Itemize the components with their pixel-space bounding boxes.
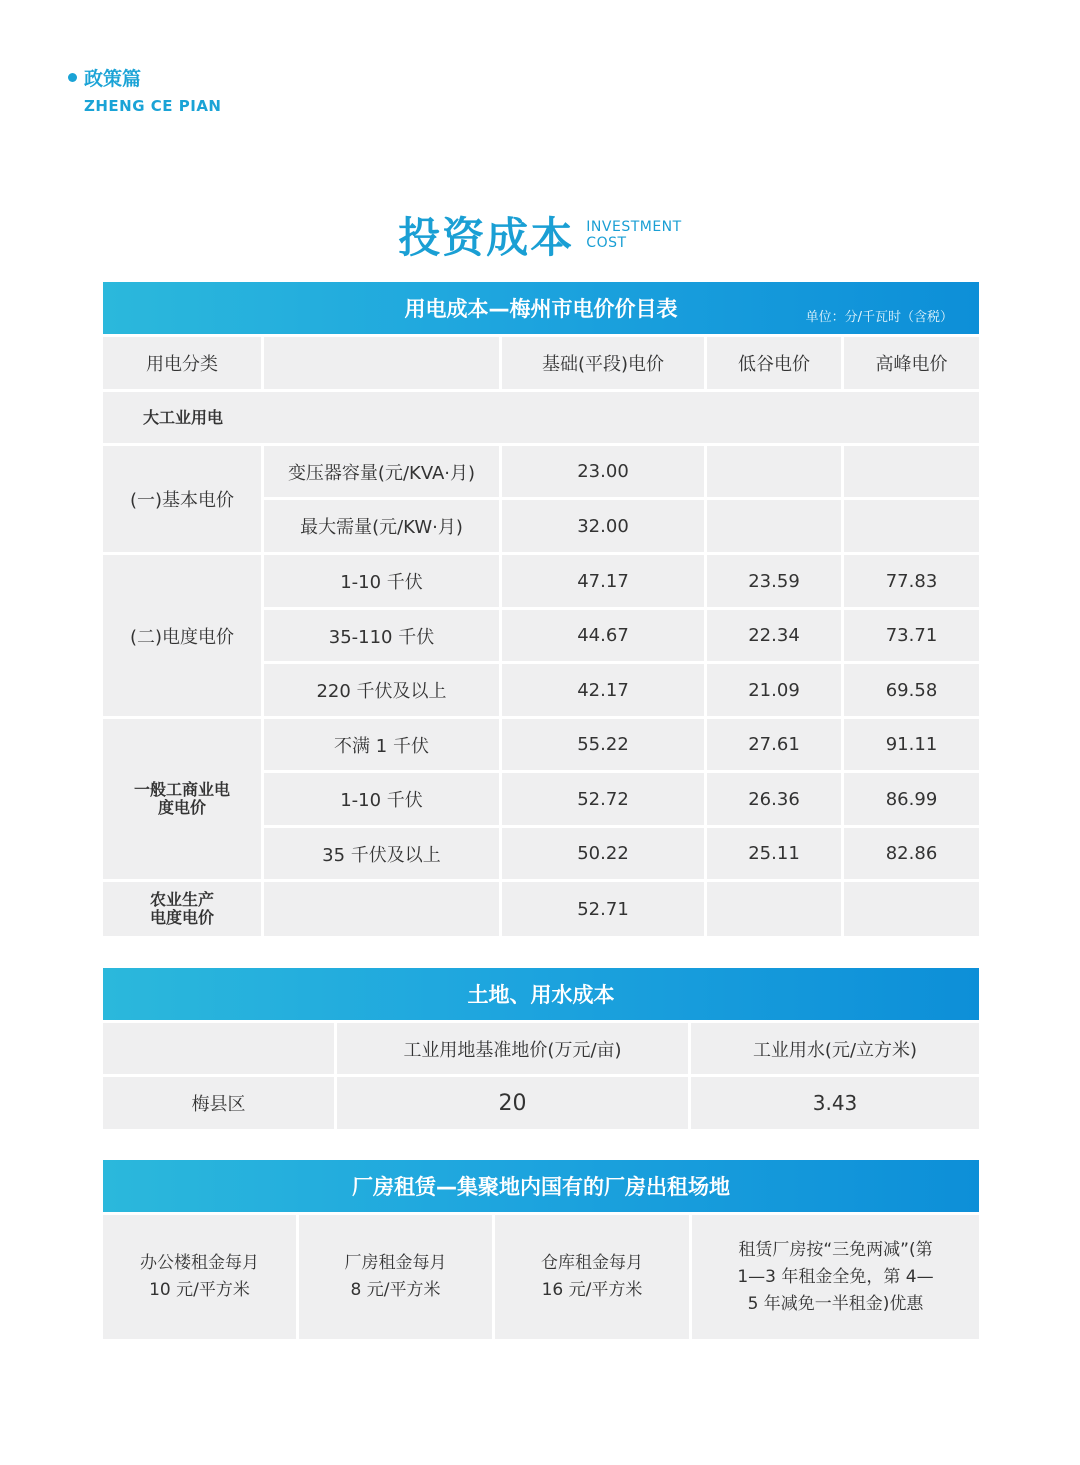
rent-table-title: 厂房租赁—集聚地内国有的厂房出租场地	[352, 1175, 730, 1199]
table-cell: 1-10 千伏	[264, 773, 499, 825]
rent-office: 办公楼租金每月 10 元/平方米	[103, 1215, 296, 1339]
table-cell: 73.71	[844, 610, 979, 661]
table-cell	[264, 882, 499, 936]
agriculture-label: 农业生产 电度电价	[103, 882, 261, 936]
electricity-table	[103, 282, 979, 936]
table-cell: 1-10 千伏	[264, 555, 499, 607]
table-cell: 32.00	[502, 500, 704, 552]
table-cell	[707, 446, 841, 497]
table-cell: 47.17	[502, 555, 704, 607]
header-valley-price: 低谷电价	[707, 337, 841, 389]
table-cell: 44.67	[502, 610, 704, 661]
section-name-cn: 政策篇	[84, 68, 142, 90]
land-price-value: 20	[337, 1077, 688, 1129]
table-cell: 22.34	[707, 610, 841, 661]
basic-price-label: (一)基本电价	[103, 446, 261, 552]
table-cell: 52.72	[502, 773, 704, 825]
table-cell	[844, 446, 979, 497]
table-cell	[707, 500, 841, 552]
header-category: 用电分类	[103, 337, 261, 389]
header-blank	[103, 1023, 334, 1074]
table-cell: 77.83	[844, 555, 979, 607]
header-land-price: 工业用地基准地价(万元/亩)	[337, 1023, 688, 1074]
header-base-price: 基础(平段)电价	[502, 337, 704, 389]
land-water-table-header	[103, 968, 979, 1020]
table-cell: 最大需量(元/KW·月)	[264, 500, 499, 552]
table-cell: 变压器容量(元/KVA·月)	[264, 446, 499, 497]
degree-price-label: (二)电度电价	[103, 555, 261, 716]
header-water-price: 工业用水(元/立方米)	[691, 1023, 979, 1074]
table-cell: 不满 1 千伏	[264, 719, 499, 770]
table-cell: 82.86	[844, 828, 979, 879]
unit-note: 单位：分/千瓦时（含税）	[805, 310, 953, 325]
land-water-table	[103, 968, 979, 1129]
table-cell: 27.61	[707, 719, 841, 770]
table-cell: 42.17	[502, 664, 704, 716]
table-cell: 220 千伏及以上	[264, 664, 499, 716]
table-cell: 23.59	[707, 555, 841, 607]
page-title	[0, 205, 1080, 265]
rent-factory: 厂房租金每月 8 元/平方米	[299, 1215, 492, 1339]
table-cell: 35 千伏及以上	[264, 828, 499, 879]
table-cell: 69.58	[844, 664, 979, 716]
table-cell: 86.99	[844, 773, 979, 825]
general-commercial-label: 一般工商业电 度电价	[103, 719, 261, 879]
table-cell: 26.36	[707, 773, 841, 825]
table-cell	[844, 500, 979, 552]
large-industry-label: 大工业用电	[103, 392, 979, 443]
table-cell: 25.11	[707, 828, 841, 879]
district-cell: 梅县区	[103, 1077, 334, 1129]
table-cell: 52.71	[502, 882, 704, 936]
header-blank	[264, 337, 499, 389]
bullet-dot-icon	[68, 73, 77, 82]
electricity-table-title: 用电成本—梅州市电价价目表	[404, 297, 678, 321]
page-title-en: INVESTMENT COST	[586, 219, 682, 251]
rent-warehouse: 仓库租金每月 16 元/平方米	[495, 1215, 689, 1339]
table-cell	[707, 882, 841, 936]
electricity-table-header	[103, 282, 979, 334]
table-cell: 21.09	[707, 664, 841, 716]
header-peak-price: 高峰电价	[844, 337, 979, 389]
water-price-value: 3.43	[691, 1077, 979, 1129]
section-tag	[68, 64, 221, 115]
table-cell: 23.00	[502, 446, 704, 497]
section-name-en: ZHENG CE PIAN	[84, 97, 222, 115]
rent-table-header	[103, 1160, 979, 1212]
land-water-table-title: 土地、用水成本	[467, 983, 615, 1007]
table-cell: 35-110 千伏	[264, 610, 499, 661]
table-cell: 55.22	[502, 719, 704, 770]
rent-table	[103, 1160, 979, 1339]
page-title-cn: 投资成本	[398, 213, 575, 262]
table-cell: 50.22	[502, 828, 704, 879]
rent-discount-policy: 租赁厂房按“三免两减”(第 1—3 年租金全免，第 4— 5 年减免一半租金)优惠	[692, 1215, 979, 1339]
table-cell	[844, 882, 979, 936]
table-cell: 91.11	[844, 719, 979, 770]
